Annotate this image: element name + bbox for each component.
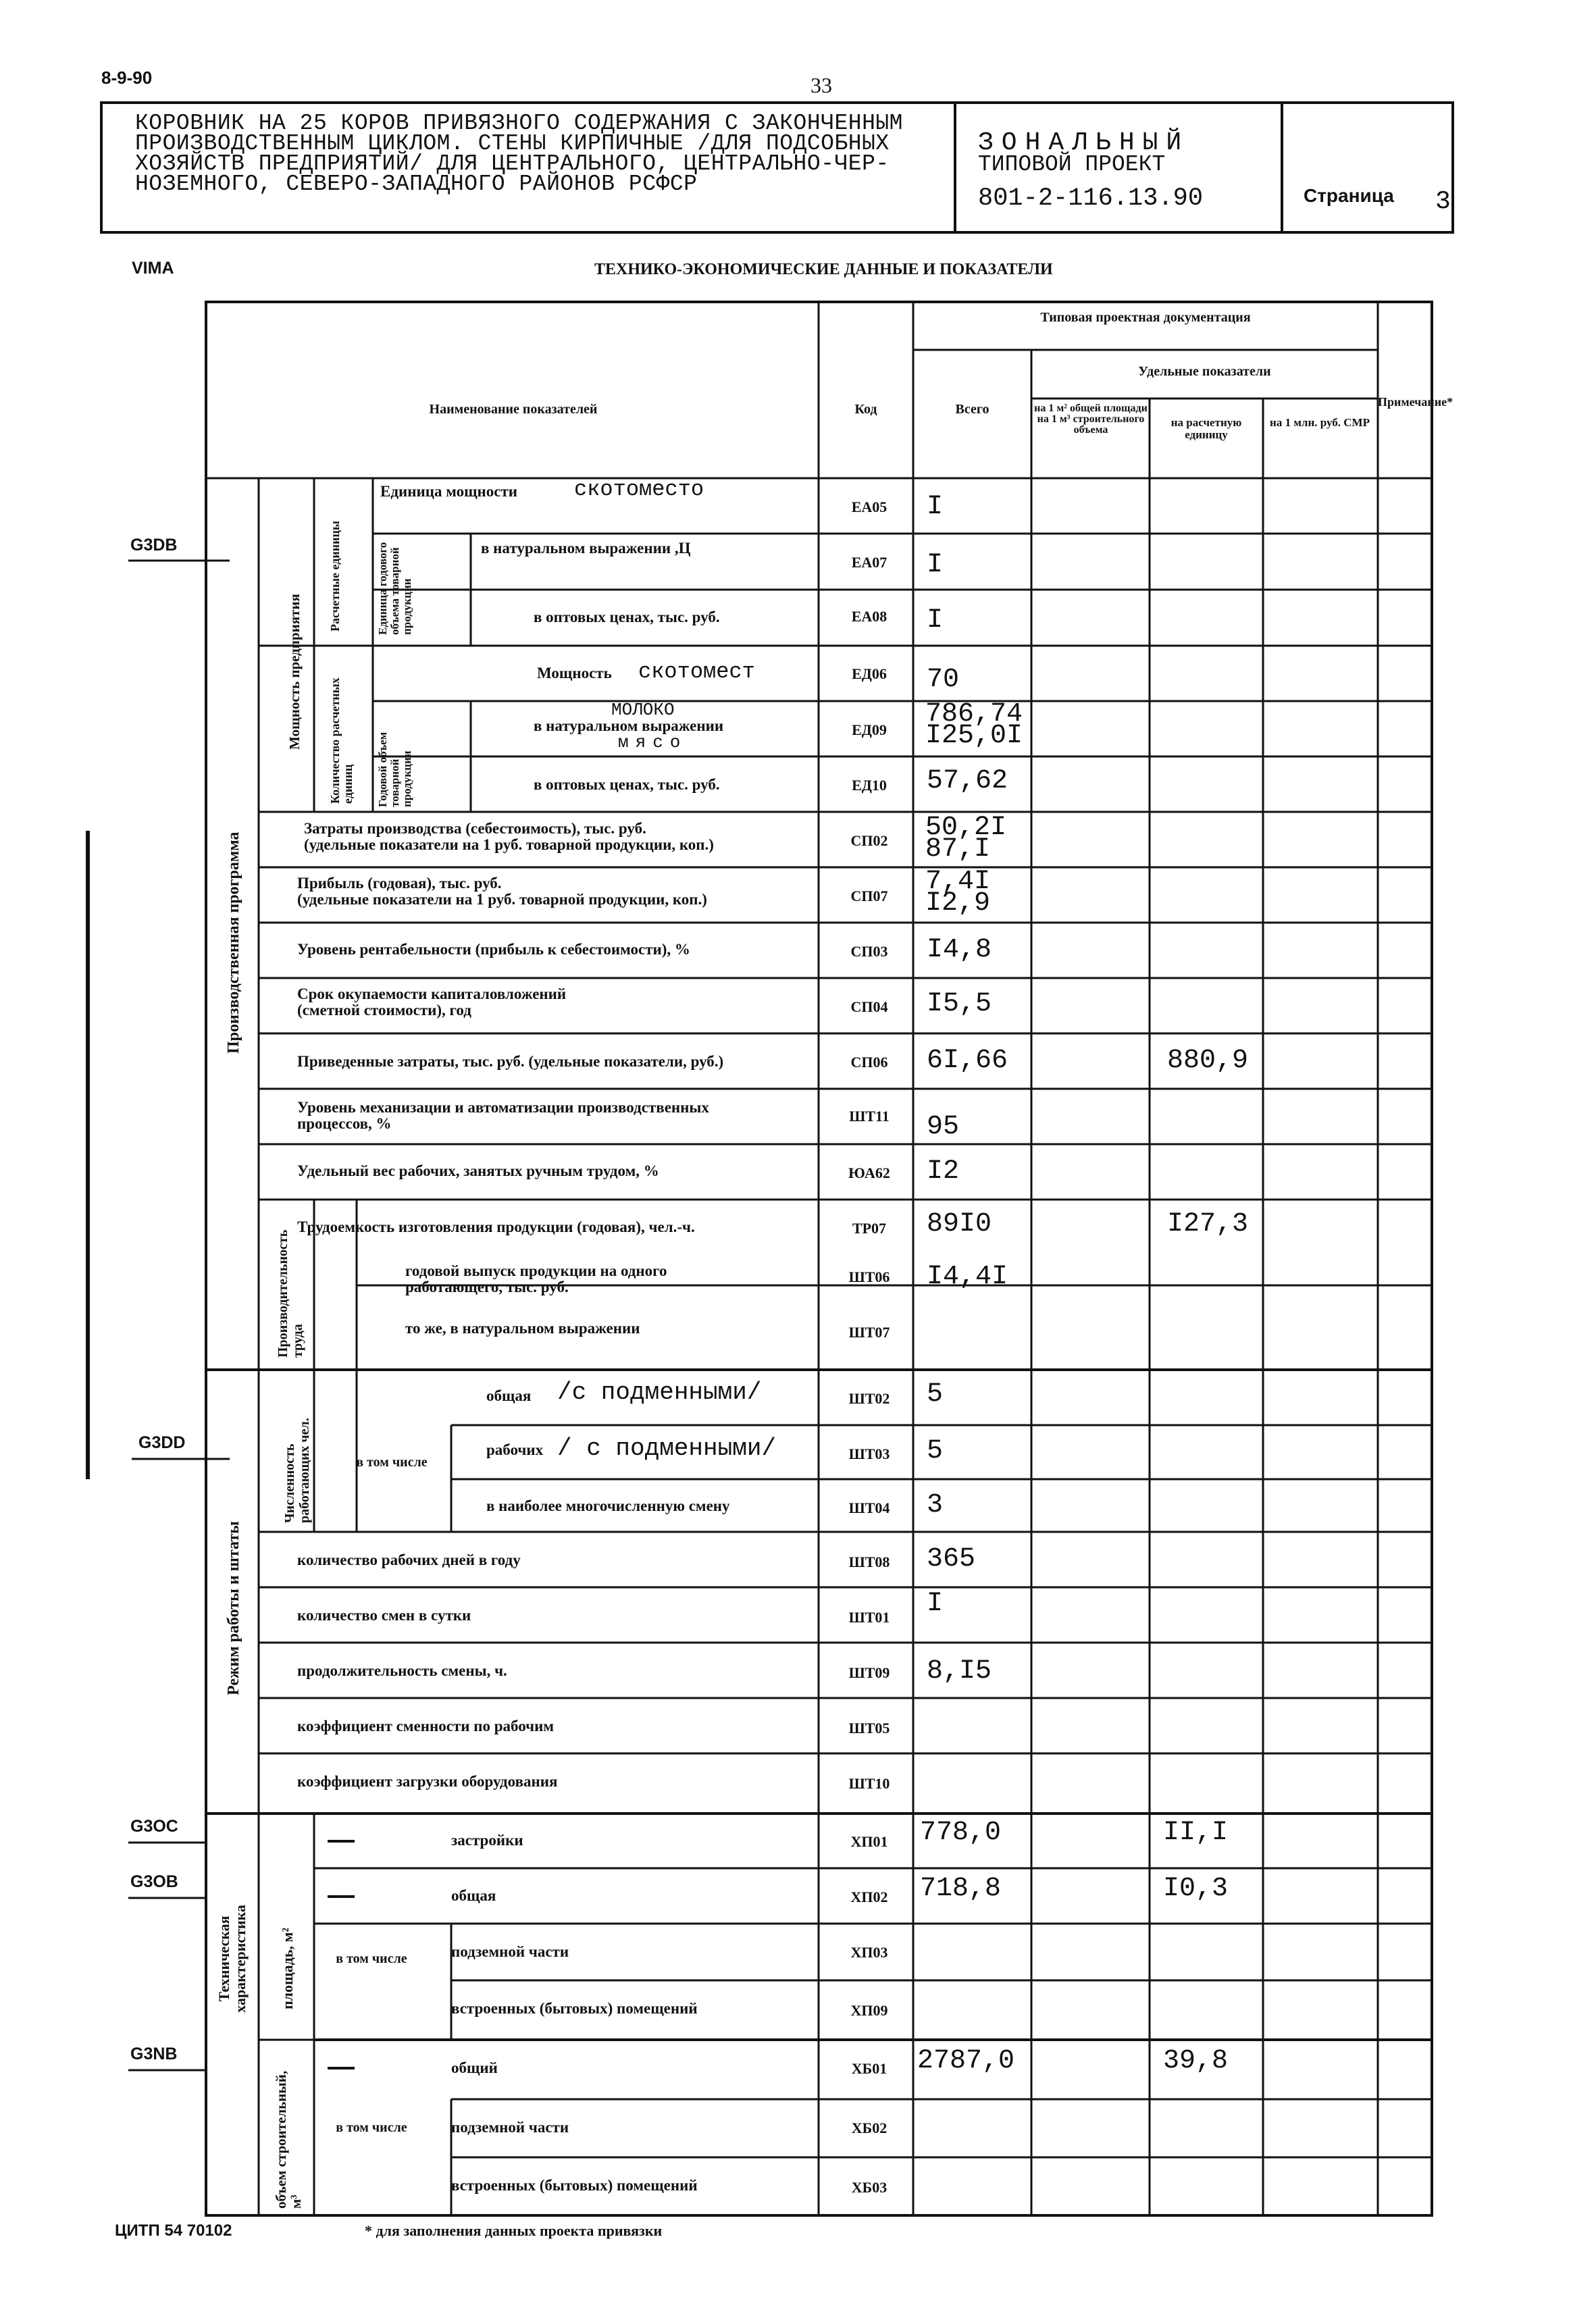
row-name: в натуральном выражении ,Ц <box>481 540 691 557</box>
row-total: 778,0 <box>920 1818 1002 1848</box>
row-per-unit: I27,3 <box>1167 1209 1249 1239</box>
in-that-label: в том числе <box>336 1951 407 1966</box>
row-total: I <box>927 492 944 522</box>
footnote: * для заполнения данных проекта привязки <box>365 2222 663 2239</box>
header-per-m2: на 1 м² общей площади на 1 м³ строительного объема <box>1034 403 1148 436</box>
row-total: 95 <box>927 1112 960 1142</box>
row-code: ХП09 <box>850 2002 888 2019</box>
row-total: I4,8 <box>927 935 992 965</box>
row-code: ШТ09 <box>848 1664 890 1681</box>
row-code: ШТ01 <box>848 1609 890 1626</box>
header-typical: Типовая проектная документация <box>1040 310 1251 325</box>
row-total: I5,5 <box>927 989 992 1019</box>
row-name: подземной части <box>451 2119 569 2136</box>
row-code: ЕА07 <box>851 554 887 571</box>
row-top-label: МОЛОКО <box>611 700 675 720</box>
page-label: Страница <box>1304 185 1394 206</box>
row-code: ЮА62 <box>848 1164 890 1181</box>
annotation-g3oc: G3OC <box>130 1817 178 1836</box>
row-total: 5 <box>927 1436 944 1466</box>
group-count-calc: Количество расчетных единиц <box>328 677 355 804</box>
row-name: Мощность <box>537 665 612 682</box>
row-name: Удельный вес рабочих, занятых ручным трудом, % <box>297 1162 659 1179</box>
row-code: ХП02 <box>850 1888 888 1905</box>
row-total: 718,8 <box>920 1874 1002 1904</box>
sheet-number: 33 <box>810 73 832 97</box>
row-name: в оптовых ценах, тыс. руб. <box>534 776 720 793</box>
group-annual-unit: Единица годового объема товарной продукции <box>376 542 413 635</box>
annotation-g3ob: G3OB <box>130 1872 178 1891</box>
row-total: I <box>927 550 944 580</box>
row-name: Единица мощности <box>380 483 518 500</box>
row-inline-value: /с подменными/ <box>557 1379 762 1406</box>
row-name: общая <box>486 1387 532 1404</box>
row-code: ЕА08 <box>851 608 887 625</box>
row-name: Трудоемкость изготовления продукции (годовая), чел.-ч. <box>297 1218 695 1235</box>
row-name: в наиболее многочисленную смену <box>486 1497 730 1514</box>
row-name: Прибыль (годовая), тыс. руб. (удельные показатели на 1 руб. товарной продукции, коп.) <box>297 875 707 908</box>
row-code: ШТ04 <box>848 1499 890 1516</box>
row-name: количество смен в сутки <box>297 1607 471 1624</box>
row-code: ЕА05 <box>851 498 887 515</box>
row-inline-value: скотомест <box>638 659 755 684</box>
row-total: I <box>927 605 944 636</box>
row-name: продолжительность смены, ч. <box>297 1662 507 1679</box>
row-total: 89I0 <box>927 1209 992 1239</box>
annotation-g3nb: G3NB <box>130 2045 178 2063</box>
row-total: I <box>927 1589 944 1619</box>
header-code: Код <box>854 402 877 417</box>
row-name: общая <box>451 1887 496 1904</box>
page-number: 3 <box>1435 187 1451 216</box>
row-name: в оптовых ценах, тыс. руб. <box>534 609 720 625</box>
row-code: ЕД09 <box>852 721 887 738</box>
row-total: 3 <box>927 1490 944 1520</box>
row-code: ХБ02 <box>851 2119 887 2136</box>
row-name: Срок окупаемости капиталовложений (сметной стоимости), год <box>297 985 567 1019</box>
group-work-mode: Режим работы и штаты <box>225 1521 242 1695</box>
row-name: застройки <box>451 1832 523 1849</box>
typical-project-label: ТИПОВОЙ ПРОЕКТ <box>978 152 1166 177</box>
row-name: количество рабочих дней в году <box>297 1551 521 1568</box>
row-total: 7,4I I2,9 <box>925 867 991 919</box>
header-total: Всего <box>955 402 989 417</box>
row-per-unit: 880,9 <box>1167 1046 1249 1076</box>
group-tech: Техническая характеристика <box>215 1905 249 2013</box>
row-name: коэффициент загрузки оборудования <box>297 1773 558 1790</box>
row-total: 786,74 I25,0I <box>925 699 1023 751</box>
row-code: ЕД10 <box>852 777 887 794</box>
group-calc-units: Расчетные единицы <box>328 521 342 632</box>
group-annual-volume: Годовой объем товарной продукции <box>376 731 413 807</box>
zonal-label: ЗОНАЛЬНЫЙ <box>978 128 1190 157</box>
row-name: Затраты производства (себестоимость), тыс. руб. (удельные показатели на 1 руб. товарной продукции, коп.) <box>304 820 714 853</box>
header-per-unit: на расчетную единицу <box>1170 416 1242 441</box>
row-code: ШТ08 <box>848 1553 890 1570</box>
group-workers-count: Численность работающих чел. <box>282 1418 312 1523</box>
row-name: рабочих <box>486 1441 544 1458</box>
row-total: I4,4I <box>927 1262 1008 1292</box>
group-volume: объем строительный, м³ <box>273 2070 304 2209</box>
row-name: подземной части <box>451 1943 569 1960</box>
row-code: ХБ03 <box>851 2179 887 2196</box>
row-code: ШТ03 <box>848 1445 890 1462</box>
group-labor-prod: Производительность труда <box>276 1229 305 1358</box>
row-code: ШТ06 <box>848 1268 890 1285</box>
row-code: СП04 <box>850 998 888 1015</box>
row-code: СП02 <box>850 832 888 849</box>
row-total: 70 <box>927 665 960 695</box>
row-code: ШТ02 <box>848 1390 890 1407</box>
project-number: 801-2-116.13.90 <box>978 184 1204 213</box>
header-note: Примечание* <box>1378 395 1453 409</box>
doc-code: 8-9-90 <box>101 68 153 88</box>
row-per-unit: 39,8 <box>1163 2046 1229 2076</box>
row-per-unit: II,I <box>1163 1818 1229 1848</box>
row-total: 365 <box>927 1544 976 1574</box>
row-name: Уровень рентабельности (прибыль к себестоимости), % <box>297 941 690 958</box>
row-name: Уровень механизации и автоматизации производственных процессов, % <box>297 1099 709 1132</box>
row-name: встроенных (бытовых) помещений <box>451 2000 698 2017</box>
row-total: 5 <box>927 1379 944 1410</box>
row-code: ТР07 <box>852 1220 887 1237</box>
row-total: 6I,66 <box>927 1046 1008 1076</box>
annotation-g3db: G3DB <box>130 536 178 555</box>
annotation-g3dd: G3DD <box>138 1433 186 1452</box>
row-code: СП06 <box>850 1054 888 1071</box>
page-title: ТЕХНИКО-ЭКОНОМИЧЕСКИЕ ДАННЫЕ И ПОКАЗАТЕЛИ <box>594 261 1053 278</box>
row-name: годовой выпуск продукции на одного работающего, тыс. руб. <box>405 1262 667 1295</box>
group-capacity: Мощность предприятия <box>286 594 303 750</box>
footer-code: ЦИТП 54 70102 <box>115 2221 232 2240</box>
row-total: I2 <box>927 1156 960 1187</box>
row-code: ШТ11 <box>849 1108 890 1125</box>
row-total: 57,62 <box>927 766 1008 796</box>
row-code: ХП01 <box>850 1833 888 1850</box>
in-that-label: в том числе <box>336 2120 407 2135</box>
header-name: Наименование показателей <box>429 402 598 417</box>
row-name: общий <box>451 2059 498 2076</box>
group-prod-program: Производственная программа <box>225 831 242 1054</box>
section-code: VIMA <box>132 259 174 278</box>
row-code: ШТ07 <box>848 1324 890 1341</box>
project-title: КОРОВНИК НА 25 КОРОВ ПРИВЯЗНОГО СОДЕРЖАНИЯ С ЗАКОНЧЕННЫМ ПРОИЗВОДСТВЕННЫМ ЦИКЛОМ. СТЕНЫ КИРПИЧНЫЕ /ДЛЯ ПОДСОБНЫХ ХОЗЯЙСТВ ПРЕДПРИЯТИЙ/ ДЛЯ ЦЕНТРАЛЬНОГО, ЦЕНТРАЛЬНО-ЧЕР- НОЗЕМНОГО, СЕВЕРО-ЗАПАДНОГО РАЙОНОВ РСФСР <box>135 111 903 197</box>
row-code: ХБ01 <box>851 2060 887 2077</box>
row-code: СП07 <box>850 888 888 904</box>
row-name: встроенных (бытовых) помещений <box>451 2177 698 2194</box>
row-per-unit: I0,3 <box>1163 1874 1229 1904</box>
row-name: коэффициент сменности по рабочим <box>297 1718 555 1734</box>
group-area: площадь, м² <box>279 1928 296 2009</box>
row-code: ХП03 <box>850 1944 888 1961</box>
row-name: то же, в натуральном выражении <box>405 1320 640 1337</box>
row-inline-value: / с подменными/ <box>557 1435 777 1462</box>
header-specific: Удельные показатели <box>1138 364 1271 379</box>
header-per-mln: на 1 млн. руб. СМР <box>1270 416 1370 429</box>
row-name: в натуральном выражении <box>534 717 724 734</box>
row-code: СП03 <box>850 943 888 960</box>
row-total: 8,I5 <box>927 1656 992 1687</box>
row-total: 2787,0 <box>917 2046 1015 2076</box>
row-total: 50,2I 87,I <box>925 813 1007 865</box>
row-name: Приведенные затраты, тыс. руб. (удельные показатели, руб.) <box>297 1053 724 1070</box>
row-code: ЕД06 <box>852 665 887 682</box>
row-bottom-label: мясо <box>618 732 688 752</box>
in-that-label: в том числе <box>356 1455 428 1470</box>
row-code: ШТ10 <box>848 1775 890 1792</box>
row-inline-value: скотоместо <box>574 477 704 502</box>
row-code: ШТ05 <box>848 1720 890 1737</box>
